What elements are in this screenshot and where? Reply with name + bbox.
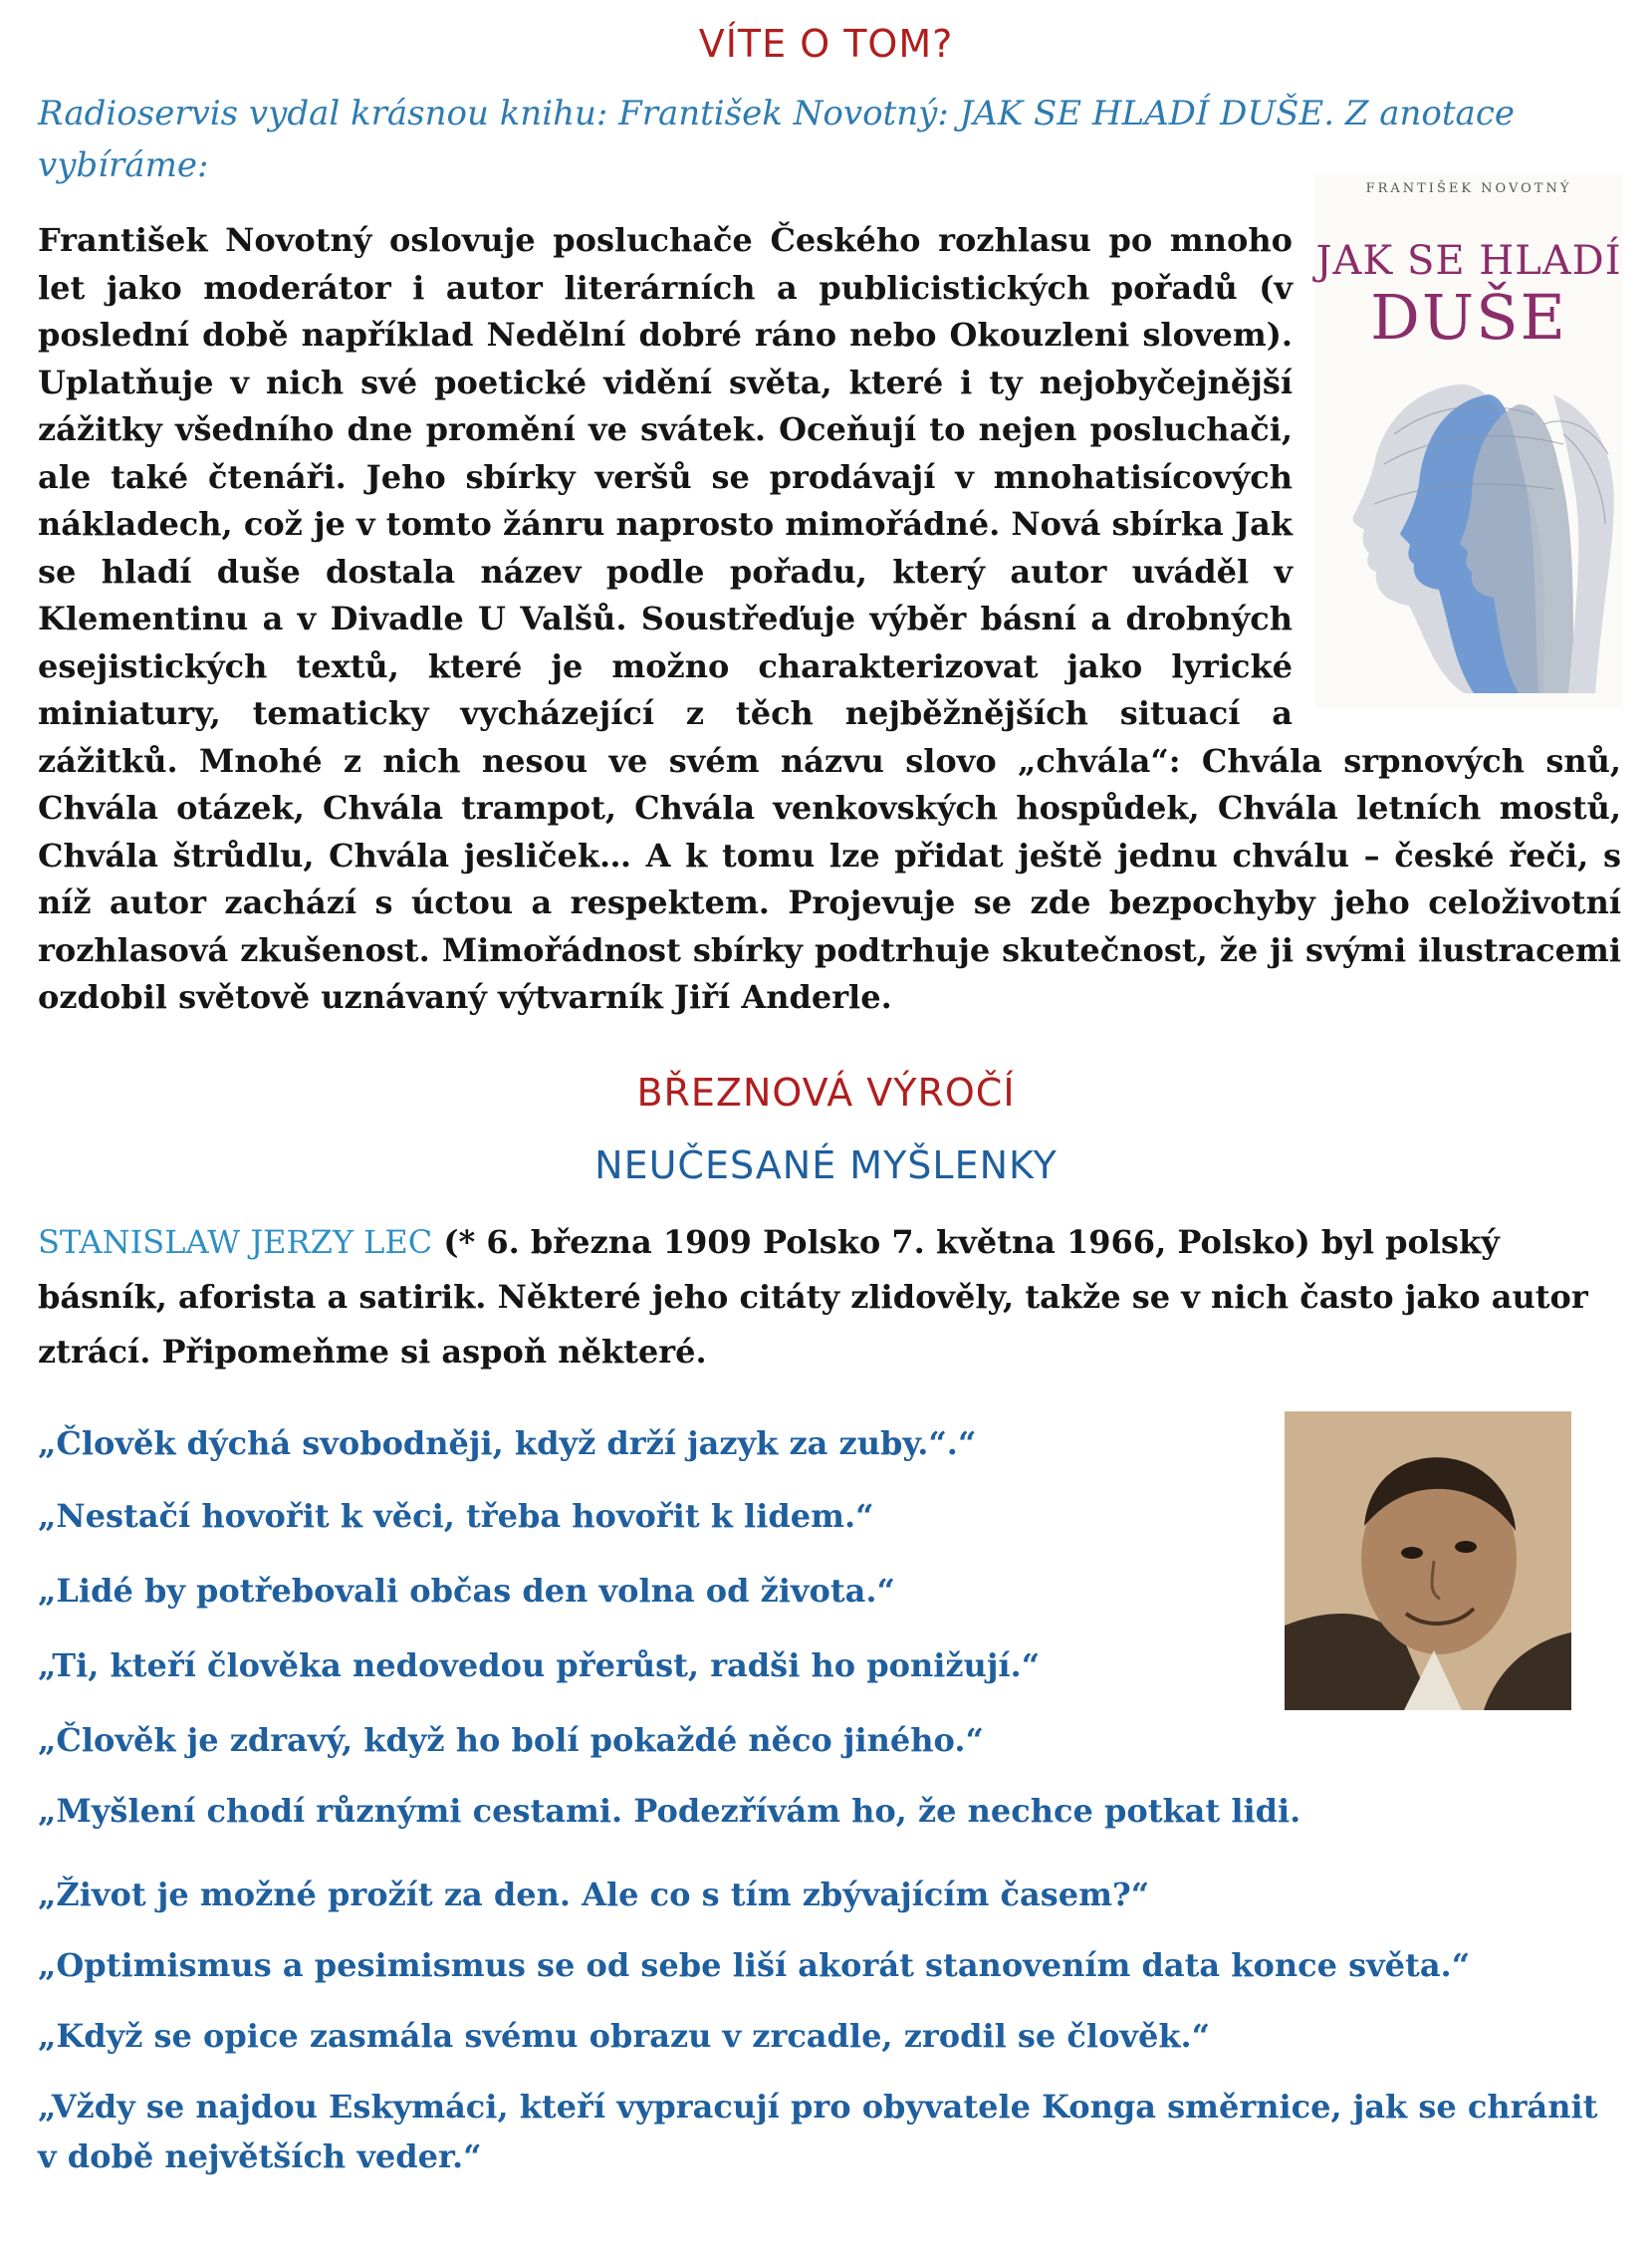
quote-6: „Myšlení chodí různými cestami. Podezřívám ho, že nechce potkat lidi. — [38, 1792, 1301, 1830]
quote-5: „Člověk je zdravý, když ho bolí pokaždé něco jiného.“ — [38, 1721, 984, 1759]
article-body-text: František Novotný oslovuje posluchače Českého rozhlasu po mnoho let jako moderátor i autor literárních a publicistických pořadů (v poslední době například Nedělní dobré ráno nebo Okouzleni slovem). Uplatňuje v nich své poetické vidění světa, které i ty nejobyčejnější zážitky všedního dne promění ve svátek. Oceňují to nejen posluchači, ale také čtenáři. Jeho sbírky veršů se prodávají v mnohatisícových nákladech, což je v tomto žánru naprosto mimořádné. Nová sbírka Jak se hladí duše dostala název podle pořadu, který autor uváděl v Klementinu a v Divadle U Valšů. Soustřeďuje výběr básní a drobných esejistických textů, které je možno charakterizovat jako lyrické miniatury, tematicky vycházející z těch nejběžnějších situací a zážitků. Mnohé z nich nesou ve svém názvu slovo „chvála“: Chvála srpnových snů, Chvála otázek, Chvála trampot, Chvála venkovských hospůdek, Chvála letních mostů, Chvála štrůdlu, Chvála jesliček… A k tomu lze přidat ještě jednu chválu – české řeči, s níž autor zachází s úctou a respektem. Projevuje se zde bezpochyby jeho celoživotní rozhlasová zkušenost. Mimořádnost sbírky podtrhuje skutečnost, že ji svými ilustracemi ozdobil světově uznávaný výtvarník Jiří Anderle. — [38, 221, 1621, 1016]
quote-3: „Lidé by potřebovali občas den volna od života.“ — [38, 1572, 895, 1610]
quote-8: „Optimismus a pesimismus se od sebe liší akorát stanovením data konce světa.“ — [38, 1946, 1471, 1984]
quote-9: „Když se opice zasmála svému obrazu v zrcadle, zrodil se člověk.“ — [38, 2017, 1211, 2055]
intro-text: Radioservis vydal krásnou knihu: František Novotný: JAK SE HLADÍ DUŠE. Z anotace vybíráme: — [38, 94, 1515, 185]
page-title: VÍTE O TOM? — [698, 22, 954, 66]
section-subtitle: NEUČESANÉ MYŠLENKY — [594, 1143, 1058, 1187]
quote-7: „Život je možné prožít za den. Ale co s tím zbývajícím časem?“ — [38, 1876, 1150, 1913]
quote-4: „Ti, kteří člověka nedovedou přerůst, radši ho ponižují.“ — [38, 1646, 1041, 1684]
quote-1: „Člověk dýchá svobodněji, když drží jazyk za zuby.“.“ — [38, 1424, 977, 1462]
author-name: STANISLAW JERZY LEC — [38, 1223, 433, 1261]
author-bio-text: (* 6. března 1909 Polsko 7. května 1966, Polsko) byl polský básník, aforista a satirik. Některé jeho citáty zlidověly, takže se v nich často jako autor ztrácí. Připomeňme si aspoň některé. — [38, 1223, 1588, 1371]
book-cover-title-line1: JAK SE HLADÍ — [1315, 238, 1622, 284]
quote-10: „Vždy se najdou Eskymáci, kteří vypracují pro obyvatele Konga směrnice, jak se chránit v době největších veder.“ — [38, 2088, 1598, 2175]
section-title: BŘEZNOVÁ VÝROČÍ — [636, 1071, 1016, 1115]
author-bio — [38, 1215, 1621, 1379]
book-cover-title-line2: DUŠE — [1370, 281, 1567, 354]
cover-wrap-space — [1293, 217, 1621, 725]
article-body — [38, 217, 1621, 1022]
book-cover-author: FRANTIŠEK NOVOTNÝ — [1365, 181, 1572, 196]
quote-2: „Nestačí hovořit k věci, třeba hovořit k lidem.“ — [38, 1497, 874, 1535]
